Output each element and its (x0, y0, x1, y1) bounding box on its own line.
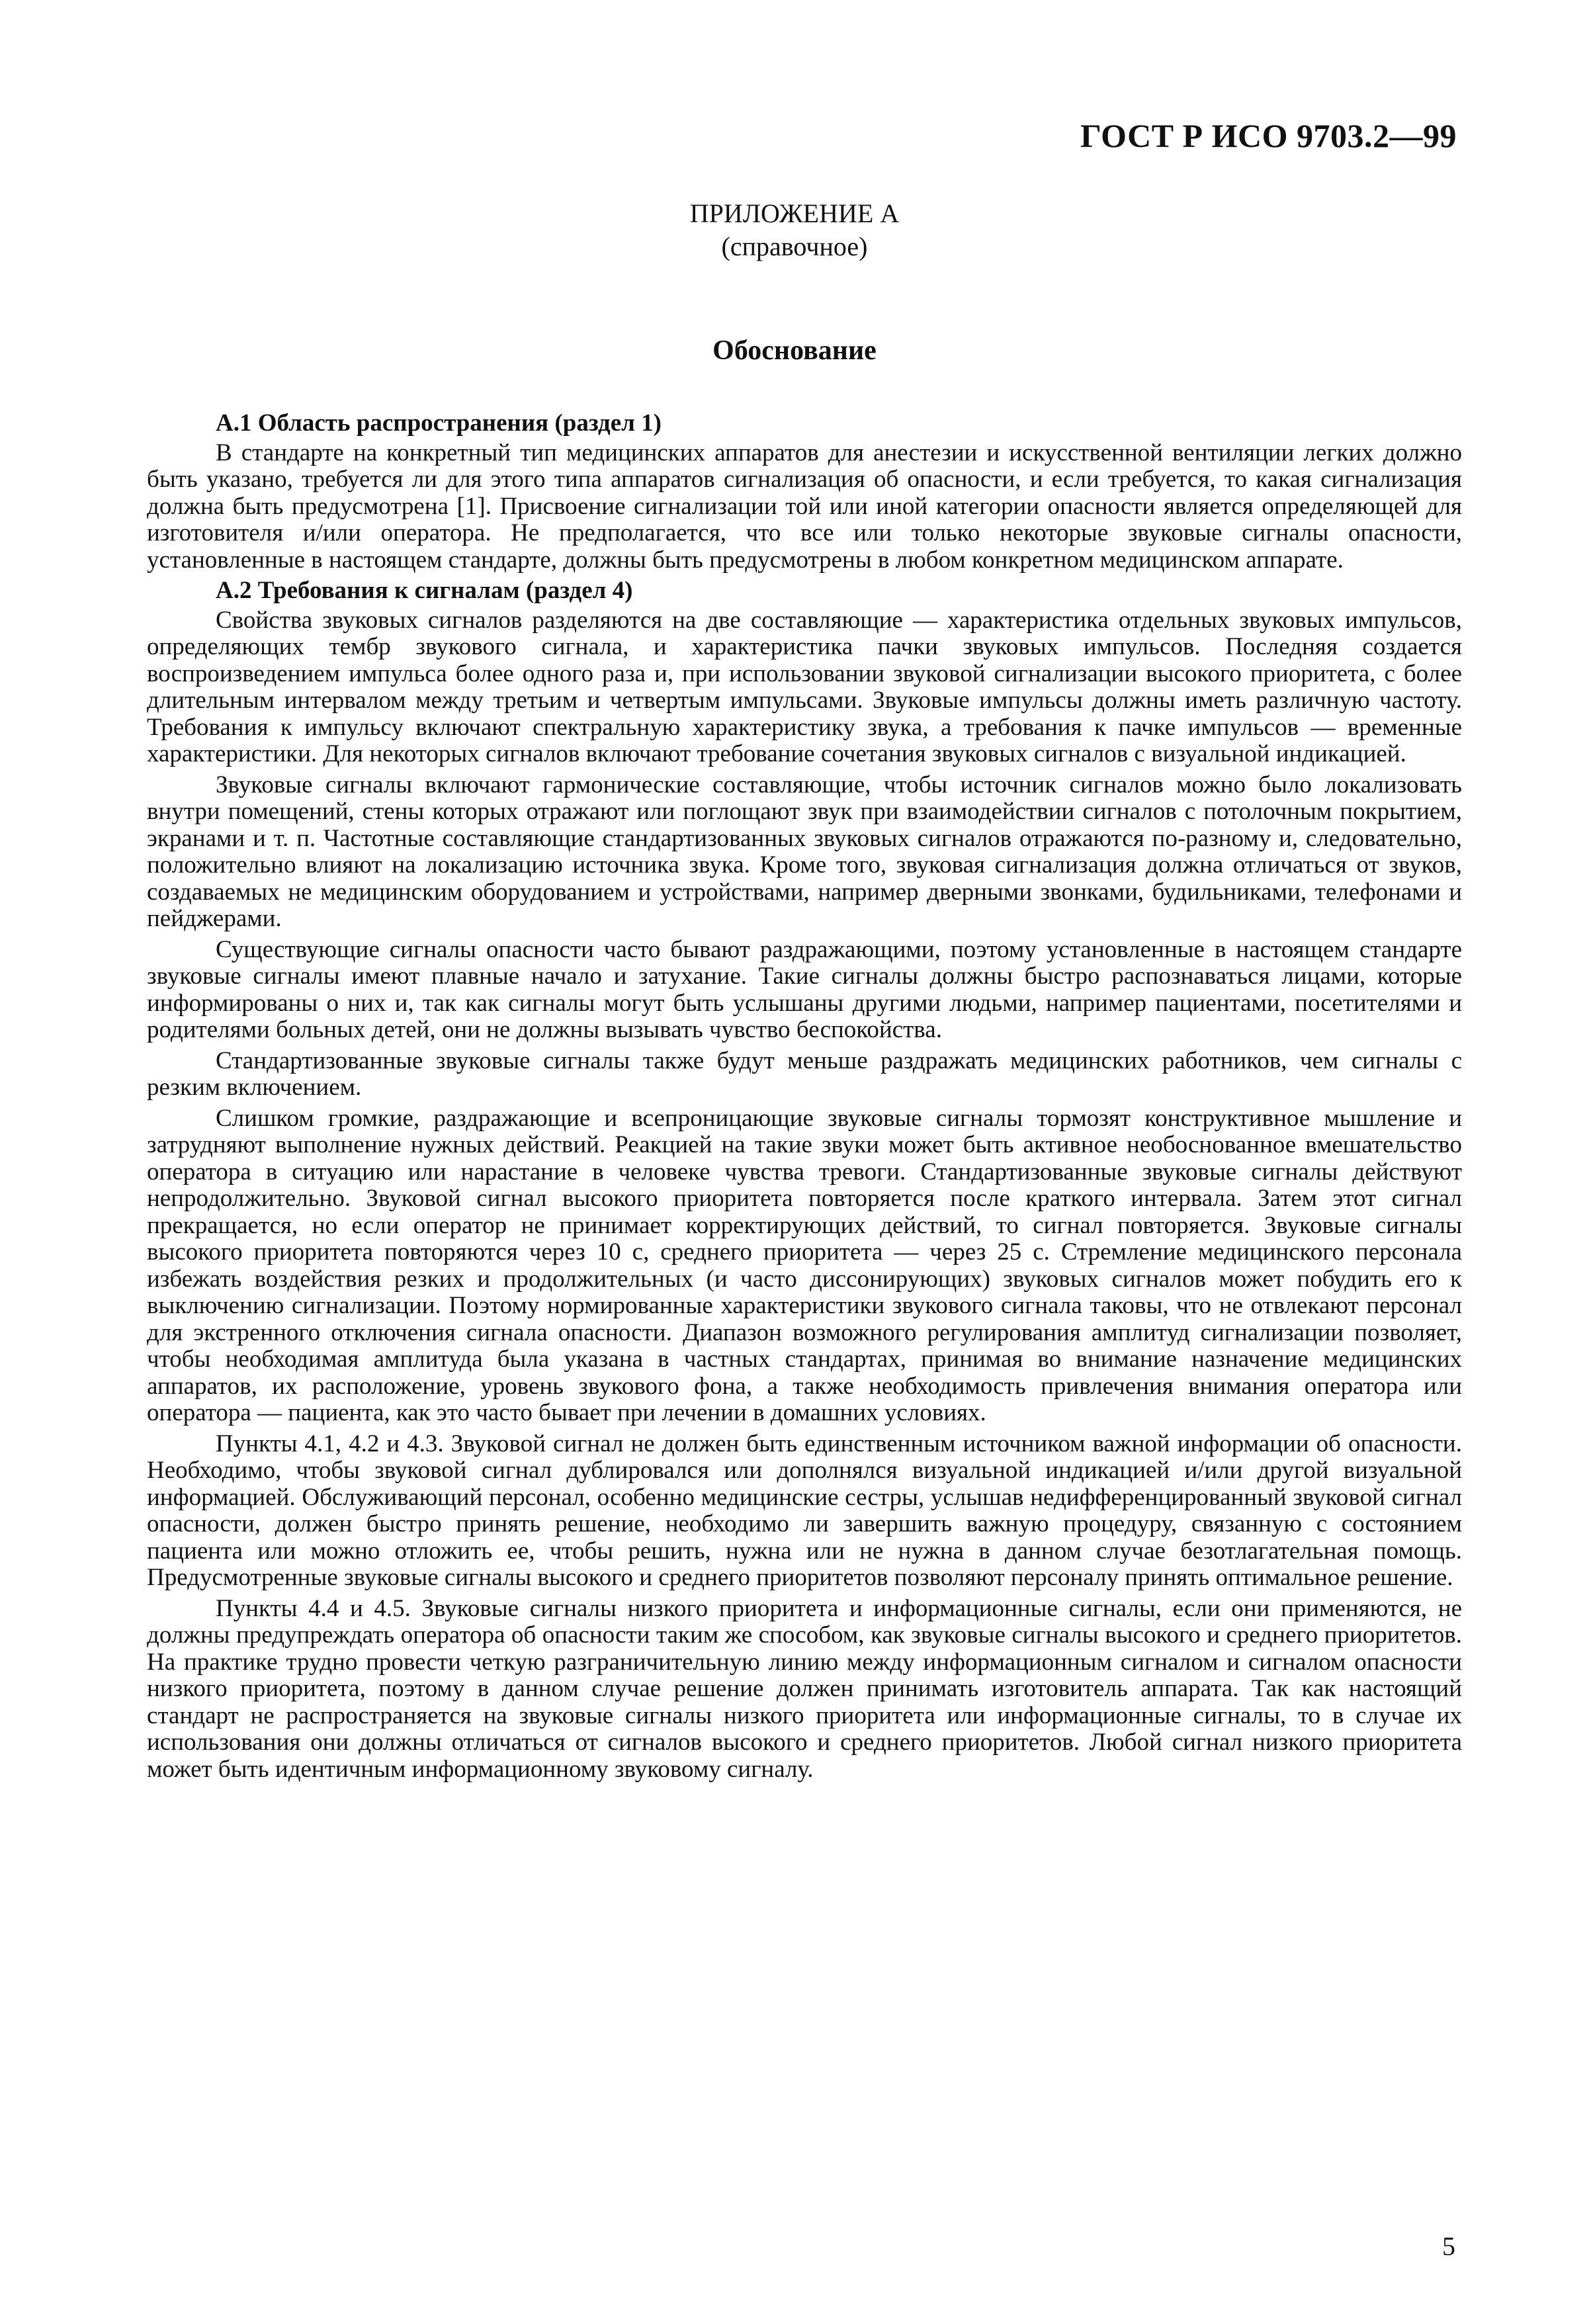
paragraph: Пункты 4.4 и 4.5. Звуковые сигналы низкого приоритета и информационные сигналы, если они применяются, не должны предупреждать оператора об опасности таким же способом, как звуковые сигналы высокого и среднего приоритетов. На практике трудно провести четкую разграничительную линию между информационным сигналом и сигналом опасности низкого приоритета, поэтому в данном случае решение должен принимать изготовитель аппарата. Так как настоящий стандарт не распространяется на звуковые сигналы низкого приоритета или информационные сигналы, то в случае их использования они должны отличаться от сигналов высокого и среднего приоритетов. Любой сигнал низкого приоритета может быть идентичным информационному звуковому сигналу. (147, 1594, 1462, 1783)
appendix-title: ПРИЛОЖЕНИЕ А (689, 198, 900, 228)
paragraph: Стандартизованные звуковые сигналы также будут меньше раздражать медицинских работников, чем сигналы с резким включением. (147, 1047, 1462, 1101)
appendix-header (0, 197, 1589, 263)
paragraph: Существующие сигналы опасности часто бывают раздражающими, поэтому установленные в настоящем стандарте звуковые сигналы имеют плавные начало и затухание. Такие сигналы должны быстро распознаваться лицами, которые информированы о них и, так как сигналы могут быть услышаны другими людьми, например пациентами, посетителями и родителями больных детей, они не должны вызывать чувство беспокойства. (147, 935, 1462, 1043)
section-heading-a2: А.2 Требования к сигналам (раздел 4) (216, 577, 633, 604)
document-code: ГОСТ Р ИСО 9703.2—99 (1080, 117, 1457, 154)
main-heading: Обоснование (712, 335, 877, 366)
paragraph: Слишком громкие, раздражающие и всепроницающие звуковые сигналы тормозят конструктивное мышление и затрудняют выполнение нужных действий. Реакцией на такие звуки может быть активное необоснованное вмешательство оператора в ситуацию или нарастание в человеке чувства тревоги. Стандартизованные звуковые сигналы действуют непродолжительно. Звуковой сигнал высокого приоритета повторяется после краткого интервала. Затем этот сигнал прекращается, но если оператор не принимает корректирующих действий, то сигнал повторяется. Звуковые сигналы высокого приоритета повторяются через 10 с, среднего приоритета — через 25 с. Стремление медицинского персонала избежать воздействия резких и продолжительных (и часто диссонирующих) звуковых сигналов может побудить его к выключению сигнализации. Поэтому нормированные характеристики звукового сигнала таковы, что не отвлекают персонал для экстренного отключения сигнала опасности. Диапазон возможного регулирования амплитуд сигнализации позволяет, чтобы необходимая амплитуда была указана в частных стандартах, принимая во внимание назначение медицинских аппаратов, их расположение, уровень звукового фона, а также необходимость привлечения внимания оператора или оператора — пациента, как это часто бывает при лечении в домашних условиях. (147, 1104, 1462, 1426)
paragraph: Звуковые сигналы включают гармонические составляющие, чтобы источник сигналов можно было локализовать внутри помещений, стены которых отражают или поглощают звук при взаимодействии сигналов с потолочным покрытием, экранами и т. п. Частотные составляющие стандартизованных звуковых сигналов отражаются по-разному и, следовательно, положительно влияют на локализацию источника звука. Кроме того, звуковая сигнализация должна отличаться от звуков, создаваемых не медицинским оборудованием и устройствами, например дверными звонками, будильниками, телефонами и пейджерами. (147, 771, 1462, 932)
appendix-subtitle: (справочное) (721, 232, 868, 261)
document-body (147, 410, 1462, 1787)
section-heading-a1: А.1 Область распространения (раздел 1) (216, 409, 662, 437)
page-number: 5 (1442, 2231, 1455, 2261)
paragraph: Свойства звуковых сигналов разделяются на две составляющие — характеристика отдельных звуковых импульсов, определяющих тембр звукового сигнала, и характеристика пачки звуковых импульсов. Последняя создается воспроизведением импульса более одного раза и, при использовании звуковой сигнализации высокого приоритета, с более длительным интервалом между третьим и четвертым импульсами. Звуковые импульсы должны иметь различную частоту. Требования к импульсу включают спектральную характеристику звука, а требования к пачке импульсов — временные характеристики. Для некоторых сигналов включают требование сочетания звуковых сигналов с визуальной индикацией. (147, 606, 1462, 767)
paragraph: Пункты 4.1, 4.2 и 4.3. Звуковой сигнал не должен быть единственным источником важной информации об опасности. Необходимо, чтобы звуковой сигнал дублировался или дополнялся визуальной индикацией и/или другой визуальной информацией. Обслуживающий персонал, особенно медицинские сестры, услышав недифференцированный звуковой сигнал опасности, должен быстро принять решение, необходимо ли завершить важную процедуру, связанную с состоянием пациента или можно отложить ее, чтобы решить, нужна или не нужна в данном случае безотлагательная помощь. Предусмотренные звуковые сигналы высокого и среднего приоритетов позволяют персоналу принять оптимальное решение. (147, 1430, 1462, 1591)
paragraph: В стандарте на конкретный тип медицинских аппаратов для анестезии и искусственной вентиляции легких должно быть указано, требуется ли для этого типа аппаратов сигнализация об опасности, и если требуется, то какая сигнализация должна быть предусмотрена [1]. Присвоение сигнализации той или иной категории опасности является определяющей для изготовителя и/или оператора. Не предполагается, что все или только некоторые звуковые сигналы опасности, установленные в настоящем стандарте, должны быть предусмотрены в любом конкретном медицинском аппарате. (147, 439, 1462, 574)
